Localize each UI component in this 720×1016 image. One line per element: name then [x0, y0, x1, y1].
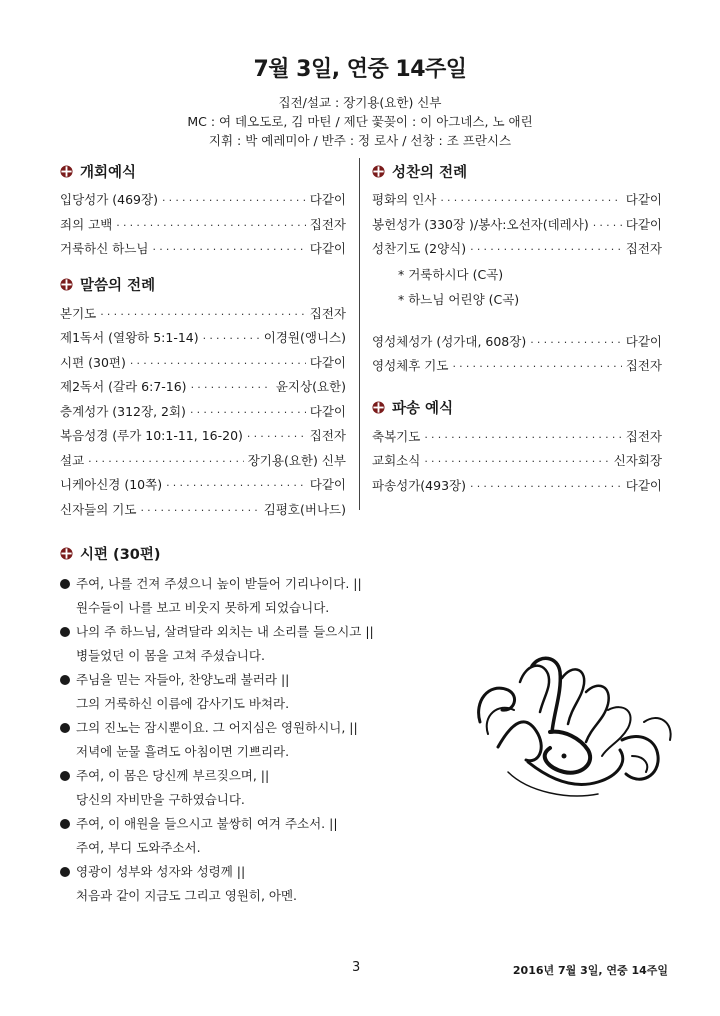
- right-column: [372, 160, 662, 498]
- bullet-icon: [60, 675, 70, 685]
- order-row: [372, 330, 662, 355]
- order-row-label: 영성체후 기도: [372, 358, 449, 373]
- psalm-section: [60, 542, 480, 908]
- verse-line-1: 주여, 이 몸은 당신께 부르짖으며, ||: [76, 768, 270, 783]
- psalm-verse: [60, 860, 480, 908]
- order-row-label: 영성체성가 (성가대, 608장): [372, 333, 527, 349]
- leader-dots: [424, 426, 621, 451]
- bullet-icon: [60, 627, 70, 637]
- leader-dots: [162, 189, 306, 214]
- psalm-verse: [60, 668, 480, 716]
- sub-item: * 거룩하시다 (C곡): [398, 266, 504, 282]
- order-row: [60, 326, 346, 351]
- order-row-label: 거룩하신 하느님: [60, 241, 149, 256]
- section-dismissal-title: 파송 예식: [392, 401, 454, 417]
- leader-dots: [530, 331, 622, 356]
- order-row-value: 다같이: [625, 216, 662, 232]
- verse-line-2: 그의 거룩하신 이름에 감사기도 바쳐라.: [76, 696, 290, 711]
- order-row-label: 교회소식: [372, 453, 421, 468]
- order-row-label: 층계성가 (312장, 2회): [60, 403, 186, 419]
- section-eucharist-heading: [372, 160, 662, 182]
- order-row-label: 성찬기도 (2양식): [372, 241, 467, 256]
- verse-line-1: 영광이 성부와 성자와 성령께 ||: [76, 864, 246, 879]
- order-row-value: 집전자: [625, 241, 662, 256]
- leader-dots: [203, 327, 260, 352]
- order-row: [372, 474, 662, 499]
- order-row: [60, 498, 346, 523]
- order-row: [60, 237, 346, 262]
- order-row-label: 복음성경 (루가 10:1-11, 16-20): [60, 428, 243, 443]
- verse-line-2: 당신의 자비만을 구하였습니다.: [76, 792, 245, 807]
- order-row: [60, 302, 346, 327]
- order-row-label: 축복기도: [372, 428, 421, 444]
- order-row-value: 윤지상(요한): [275, 379, 346, 394]
- order-row: [372, 449, 662, 474]
- leader-dots: [100, 303, 306, 328]
- sub-item: * 하느님 어린양 (C곡): [398, 291, 520, 307]
- leader-dots: [153, 238, 306, 263]
- order-row-value: 집전자: [309, 305, 346, 321]
- order-row-value: 다같이: [309, 241, 346, 256]
- credit-line-music: 지휘 : 박 예레미아 / 반주 : 정 로사 / 선창 : 조 프란시스: [208, 133, 512, 148]
- order-row-label: 시편 (30편): [60, 354, 126, 370]
- leader-dots: [440, 189, 621, 214]
- order-row-label: 설교: [60, 452, 85, 468]
- order-row: [60, 351, 346, 376]
- order-row: [60, 473, 346, 498]
- order-row-value: 다같이: [625, 192, 662, 207]
- verse-line-2: 처음과 같이 지금도 그리고 영원히, 아멘.: [76, 888, 298, 903]
- leader-dots: [191, 376, 272, 401]
- psalm-verse: [60, 764, 480, 812]
- order-row-label: 니케아신경 (10쪽): [60, 477, 163, 492]
- verse-line-1: 주님을 믿는 자들아, 찬양노래 불러라 ||: [76, 672, 290, 687]
- order-row-label: 죄의 고백: [60, 216, 113, 232]
- psalm-verse: [60, 812, 480, 860]
- verse-line-1: 주여, 이 애원을 들으시고 불쌍히 여겨 주소서. ||: [76, 816, 338, 831]
- credit-line-mc: MC : 여 데오도로, 김 마틴 / 제단 꽃꽂이 : 이 아그네스, 노 애린: [187, 114, 533, 129]
- bullet-icon: [60, 723, 70, 733]
- spacer: [60, 262, 346, 274]
- leader-dots: [88, 450, 244, 475]
- leader-dots: [470, 475, 622, 500]
- bullet-icon: [60, 819, 70, 829]
- order-row-value: 집전자: [309, 428, 346, 443]
- order-row-value: 집전자: [625, 358, 662, 373]
- leader-dots: [116, 214, 305, 239]
- order-row-label: 제1독서 (열왕하 5:1-14): [60, 330, 199, 345]
- left-column: [60, 160, 346, 522]
- order-row-value: 다같이: [625, 477, 662, 493]
- leader-dots: [593, 214, 622, 239]
- cross-circle-icon: [60, 547, 73, 560]
- order-row-label: 봉헌성가 (330장 )/봉사:오선자(데레사): [372, 216, 589, 232]
- order-row-value: 다같이: [625, 333, 662, 349]
- order-row-label: 평화의 인사: [372, 192, 437, 207]
- bullet-icon: [60, 771, 70, 781]
- order-row-value: 김평호(버나드): [263, 501, 346, 517]
- verse-line-1: 나의 주 하느님, 살려달라 외치는 내 소리를 들으시고 ||: [76, 624, 374, 639]
- leader-dots: [130, 352, 306, 377]
- credit-line-presider: 집전/설교 : 장기용(요한) 신부: [278, 95, 442, 110]
- order-row: [372, 425, 662, 450]
- leader-dots: [166, 474, 306, 499]
- order-row: [372, 354, 662, 379]
- verse-line-2: 저녁에 눈물 흘려도 아침이면 기쁘리라.: [76, 744, 290, 759]
- page-title: 7월 3일, 연중 14주일: [253, 57, 467, 82]
- section-psalm-heading: [60, 542, 480, 564]
- leader-dots: [247, 425, 306, 450]
- dove-illustration: [468, 652, 680, 802]
- leader-dots: [470, 238, 622, 263]
- leader-dots: [140, 499, 259, 524]
- order-row-value: 다같이: [309, 477, 346, 492]
- section-dismissal-heading: [372, 397, 662, 419]
- order-row: [372, 213, 662, 238]
- order-row-label: 제2독서 (갈라 6:7-16): [60, 379, 187, 394]
- leader-dots: [190, 401, 306, 426]
- order-row: [60, 213, 346, 238]
- psalm-verse: [60, 572, 480, 620]
- order-row-value: 장기용(요한) 신부: [247, 452, 346, 468]
- order-row: [60, 400, 346, 425]
- order-row-value: 다같이: [309, 403, 346, 419]
- cross-circle-icon: [60, 165, 73, 178]
- section-opening-heading: [60, 160, 346, 182]
- order-row-value: 집전자: [625, 428, 662, 444]
- order-row-value: 다같이: [309, 354, 346, 370]
- order-row: [372, 188, 662, 213]
- psalm-verse: [60, 620, 480, 668]
- order-row-value: 이경원(앵니스): [263, 330, 346, 345]
- section-word-heading: [60, 274, 346, 296]
- column-divider: [359, 158, 360, 510]
- order-row: [60, 188, 346, 213]
- order-row: [60, 375, 346, 400]
- order-row-value: 다같이: [309, 192, 346, 207]
- psalm-verse: [60, 716, 480, 764]
- order-row: [60, 449, 346, 474]
- section-opening-title: 개회예식: [80, 164, 137, 181]
- order-row: [372, 237, 662, 262]
- service-credits: [0, 93, 720, 150]
- order-row-label: 입당성가 (469장): [60, 192, 158, 207]
- leader-dots: [424, 450, 609, 475]
- verse-line-1: 주여, 나를 건져 주셨으니 높이 받들어 기리나이다. ||: [76, 576, 362, 591]
- bullet-icon: [60, 867, 70, 877]
- order-row-label: 파송성가(493장): [372, 477, 466, 493]
- section-word-title: 말씀의 전례: [80, 278, 156, 294]
- page-number: 3: [352, 960, 361, 975]
- cross-circle-icon: [372, 401, 385, 414]
- verse-line-2: 원수들이 나를 보고 비웃지 못하게 되었습니다.: [76, 600, 330, 615]
- order-row-value: 신자회장: [613, 453, 662, 468]
- section-psalm-title: 시편 (30편): [80, 546, 161, 563]
- footer-date: 2016년 7월 3일, 연중 14주일: [512, 964, 668, 977]
- bullet-icon: [60, 579, 70, 589]
- order-row: [60, 424, 346, 449]
- verse-line-1: 그의 진노는 잠시뿐이요. 그 어지심은 영원하시니, ||: [76, 720, 358, 735]
- verse-line-2: 병들었던 이 몸을 고쳐 주셨습니다.: [76, 648, 265, 663]
- spacer: [372, 312, 662, 330]
- order-row-label: 본기도: [60, 305, 97, 321]
- order-row-label: 신자들의 기도: [60, 501, 137, 517]
- cross-circle-icon: [60, 278, 73, 291]
- leader-dots: [452, 355, 621, 380]
- verse-line-2: 주여, 부디 도와주소서.: [76, 840, 201, 855]
- order-row-value: 집전자: [309, 216, 346, 232]
- cross-circle-icon: [372, 165, 385, 178]
- section-eucharist-title: 성찬의 전례: [392, 164, 468, 181]
- spacer: [372, 379, 662, 397]
